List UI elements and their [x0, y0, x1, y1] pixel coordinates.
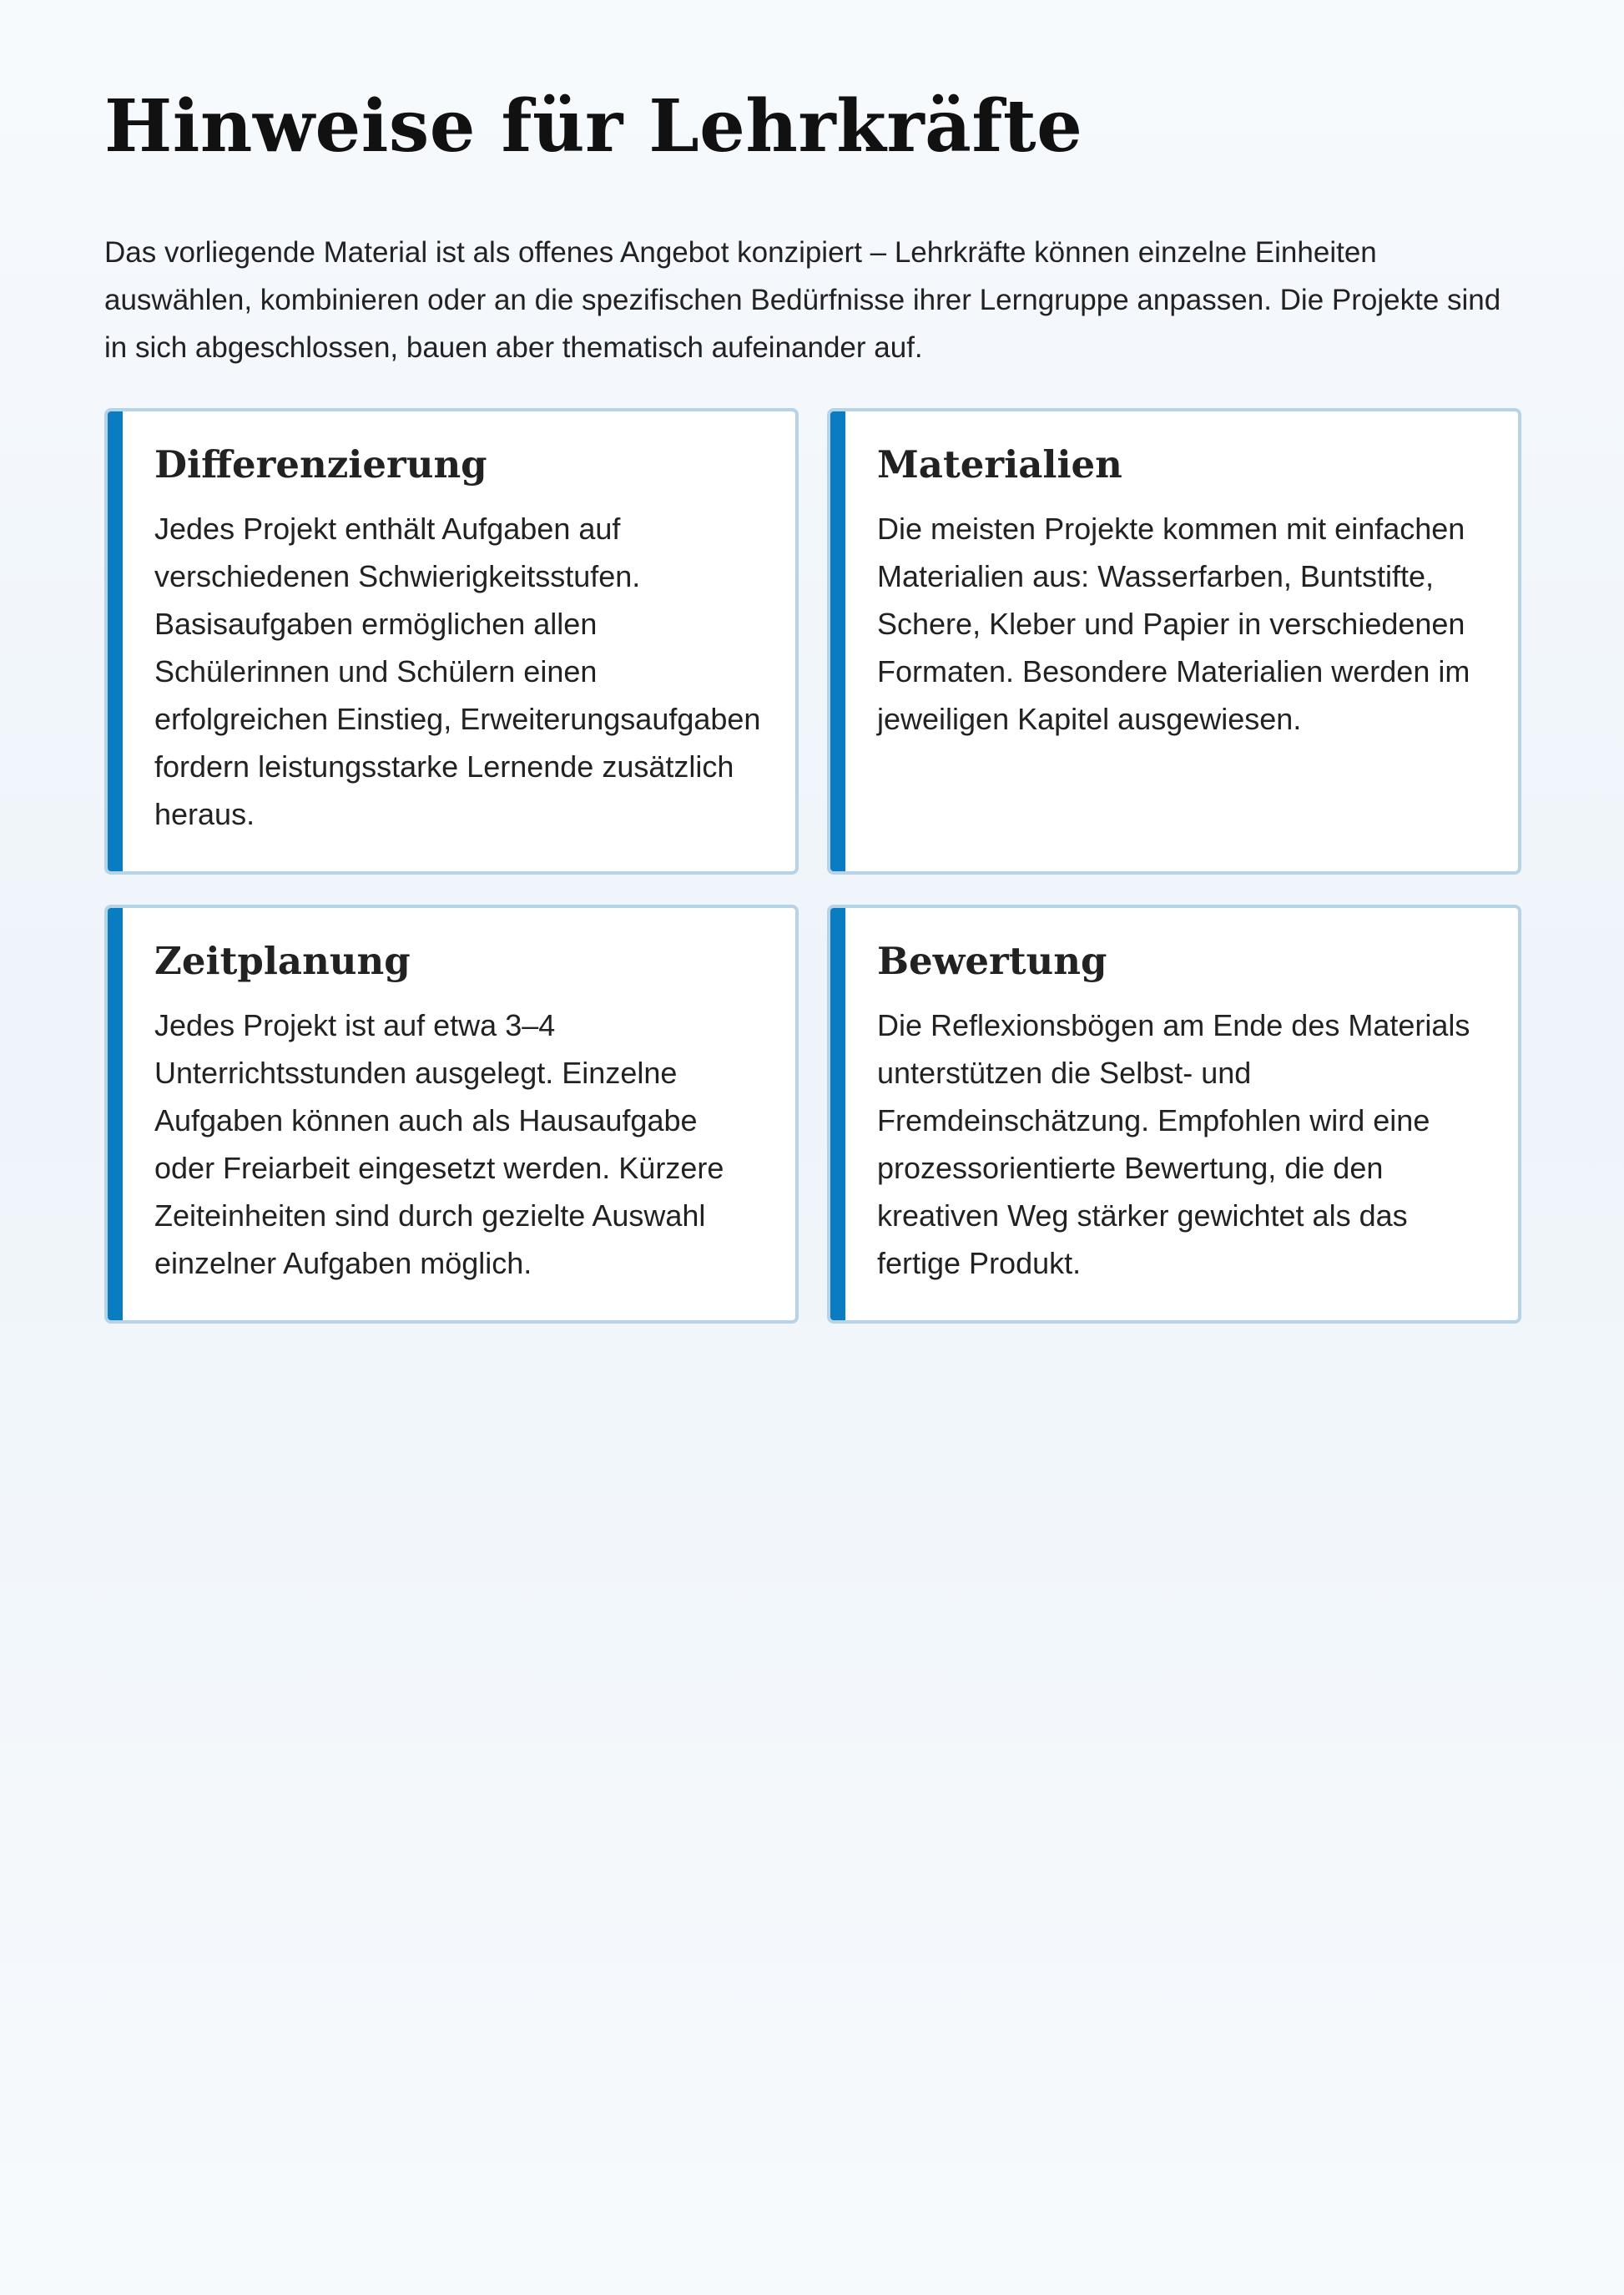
- card-heading: Differenzierung: [154, 442, 487, 487]
- card-text: Jedes Projekt ist auf etwa 3–4 Unterrichtsstunden ausgelegt. Einzelne Aufgaben können auch als Hausaufgabe oder Freiarbeit eingesetzt werden. Kürzere Zeiteinheiten sind durch gezielte Auswahl einzelner Aufgaben möglich.: [154, 1008, 724, 1280]
- card-accent-bar: [830, 908, 845, 1320]
- card-heading: Zeitplanung: [154, 939, 411, 983]
- info-cards-grid: [104, 408, 1521, 1324]
- card-text: Die meisten Projekte kommen mit einfachen Materialien aus: Wasserfarben, Buntstifte, Schere, Kleber und Papier in verschiedenen Formaten. Besondere Materialien werden im jeweiligen Kapitel ausgewiesen.: [877, 512, 1470, 736]
- intro-paragraph: Das vorliegende Material ist als offenes Angebot konzipiert – Lehrkräfte können einzelne Einheiten auswählen, kombinieren oder an die spezifischen Bedürfnisse ihrer Lerngruppe anpassen. Die Projekte sind in sich abgeschlossen, bauen aber thematisch aufeinander auf.: [104, 236, 1501, 364]
- card-heading: Bewertung: [877, 939, 1107, 983]
- page-title: Hinweise für Lehrkräfte: [104, 84, 1083, 169]
- card-accent-bar: [108, 908, 123, 1320]
- card-accent-bar: [830, 411, 845, 871]
- card-bewertung: [827, 905, 1521, 1324]
- card-materialien: [827, 408, 1521, 875]
- card-text: Jedes Projekt enthält Aufgaben auf verschiedenen Schwierigkeitsstufen. Basisaufgaben ermöglichen allen Schülerinnen und Schülern einen erfolgreichen Einstieg, Erweiterungsaufgaben fordern leistungsstarke Lernende zusätzlich heraus.: [154, 512, 761, 831]
- card-differenzierung: [104, 408, 799, 875]
- card-heading: Materialien: [877, 442, 1122, 487]
- card-accent-bar: [108, 411, 123, 871]
- card-zeitplanung: [104, 905, 799, 1324]
- card-text: Die Reflexionsbögen am Ende des Materials unterstützen die Selbst- und Fremdeinschätzung. Empfohlen wird eine prozessorientierte Bewertung, die den kreativen Weg stärker gewichtet als das fertige Produkt.: [877, 1008, 1470, 1280]
